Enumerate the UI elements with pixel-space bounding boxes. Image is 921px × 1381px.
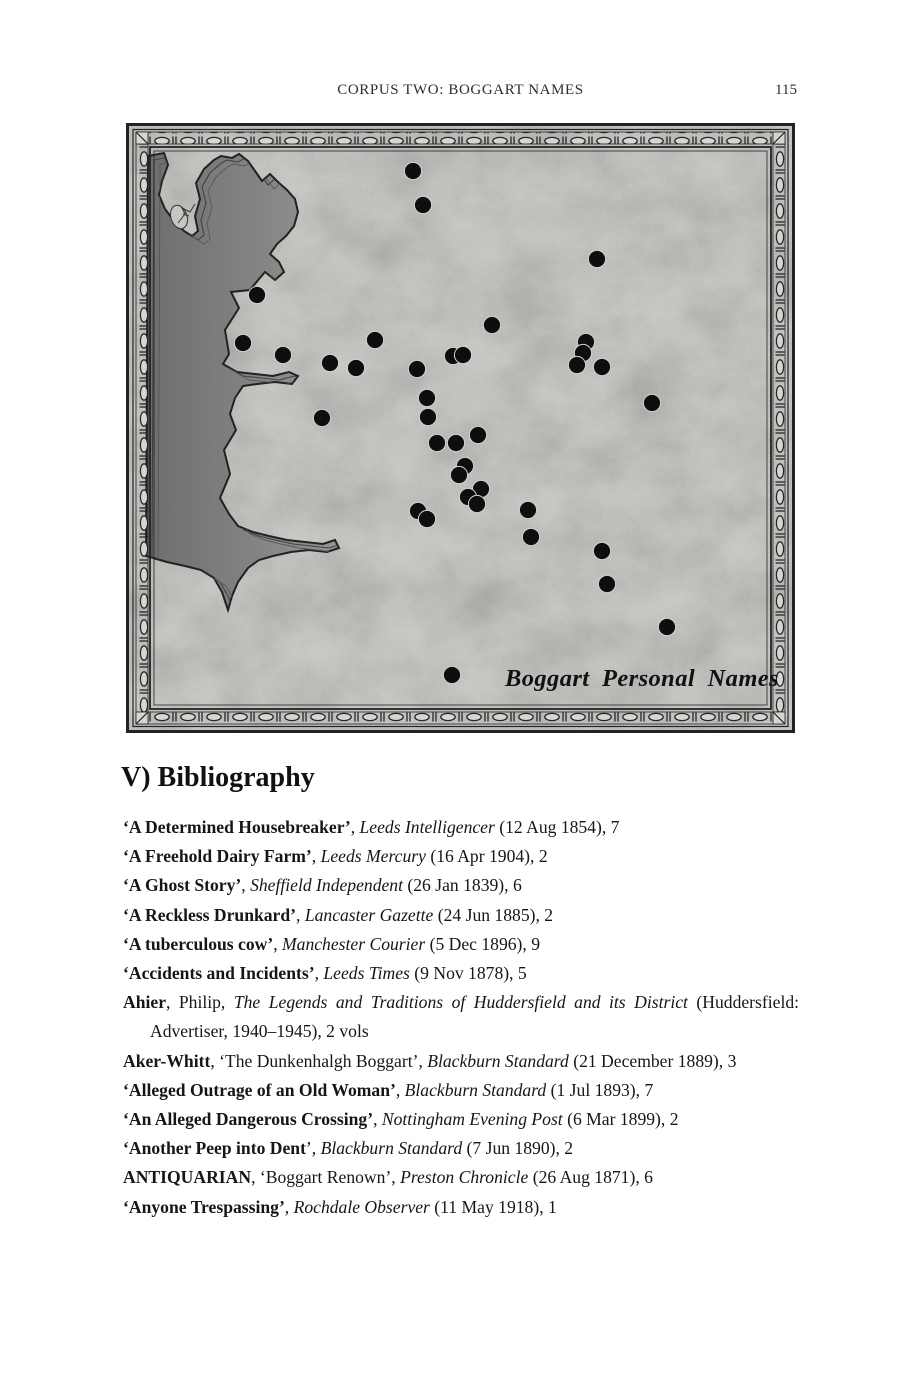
source-title: Rochdale Observer	[293, 1196, 430, 1217]
bibliography-entry	[123, 988, 799, 1046]
bibliography-entry	[123, 1076, 799, 1105]
entry-text: ’,	[305, 1138, 321, 1159]
entry-text: (1 Jul 1893), 7	[546, 1079, 654, 1100]
map-dot	[468, 495, 485, 512]
map-label: Boggart Personal Names	[505, 665, 779, 692]
parchment-grain-texture	[126, 123, 795, 733]
bibliography-entry	[123, 1193, 799, 1222]
source-title: Sheffield Independent	[250, 875, 403, 896]
source-title: Lancaster Gazette	[304, 904, 434, 925]
map-dot	[347, 359, 364, 376]
map-dot	[321, 354, 338, 371]
entry-headword: ‘A Reckless Drunkard’	[123, 904, 297, 925]
bibliography-entry	[123, 813, 799, 842]
entry-text: ,	[273, 933, 282, 954]
map-dot	[450, 466, 467, 483]
entry-headword: ‘A Ghost Story’	[123, 875, 242, 896]
map-dot	[598, 575, 615, 592]
map-dot	[404, 162, 421, 179]
source-title: Manchester Courier	[282, 933, 426, 954]
map-dot	[519, 501, 536, 518]
entry-headword: Aker-Whitt	[123, 1050, 211, 1071]
entry-headword: ‘A Freehold Dairy Farm’	[123, 846, 312, 867]
map-dot	[274, 346, 291, 363]
map-dot	[593, 358, 610, 375]
bibliography-entry	[123, 1047, 799, 1076]
boggart-map-figure	[126, 123, 795, 733]
map-dot	[418, 389, 435, 406]
entry-text: (Huddersfield: Advertiser, 1940–1945), 2 vols	[150, 992, 800, 1042]
source-title: Preston Chronicle	[400, 1167, 529, 1188]
bibliography-entry	[123, 871, 799, 900]
source-title: Leeds Mercury	[320, 846, 426, 867]
entry-headword: Ahier	[123, 992, 166, 1013]
running-header-title: CORPUS TWO: BOGGART NAMES	[337, 82, 584, 98]
source-title: Blackburn Standard	[404, 1079, 547, 1100]
map-dot	[643, 394, 660, 411]
entry-text: (26 Jan 1839), 6	[403, 875, 522, 896]
bibliography-entry	[123, 1134, 799, 1163]
source-title: Blackburn Standard	[320, 1138, 463, 1159]
entry-headword: ‘A tuberculous cow’	[123, 933, 274, 954]
entry-headword: ‘Anyone Trespassing’	[123, 1196, 285, 1217]
entry-text: (12 Aug 1854), 7	[494, 817, 620, 837]
map-dot	[234, 334, 251, 351]
source-title: The Legends and Traditions of Huddersfield and its District	[233, 992, 688, 1013]
map-dot	[418, 510, 435, 527]
entry-headword: ‘Alleged Outrage of an Old Woman’	[123, 1079, 396, 1100]
entry-text: , Philip,	[166, 992, 234, 1013]
entry-text: (11 May 1918), 1	[429, 1196, 557, 1217]
entry-text: ,	[284, 1196, 294, 1217]
entry-text: (26 Aug 1871), 6	[528, 1167, 653, 1188]
entry-headword: ANTIQUARIAN	[123, 1167, 252, 1188]
map-dot	[428, 434, 445, 451]
entry-text: ,	[395, 1079, 405, 1100]
entry-text: ,	[241, 875, 251, 896]
map-dot	[366, 331, 383, 348]
entry-headword: ‘Another Peep into Dent	[123, 1138, 306, 1159]
map-dot	[408, 360, 425, 377]
entry-text: (9 Nov 1878), 5	[409, 963, 527, 984]
bibliography-entry	[123, 842, 799, 871]
map-dot	[313, 409, 330, 426]
bibliography-entry	[123, 959, 799, 988]
entry-text: ,	[350, 817, 360, 837]
map-dot	[419, 408, 436, 425]
map-dot	[469, 426, 486, 443]
map-dot	[454, 346, 471, 363]
source-title: Leeds Times	[323, 963, 410, 984]
page-number: 115	[775, 82, 797, 98]
entry-text: ,	[314, 963, 324, 984]
map-dot	[443, 666, 460, 683]
map-dot	[568, 356, 585, 373]
bibliography-entry	[123, 901, 799, 930]
entry-text: (7 Jun 1890), 2	[462, 1138, 574, 1159]
entry-text: (6 Mar 1899), 2	[562, 1109, 679, 1130]
bibliography-list	[123, 813, 799, 1222]
entry-text: (24 Jun 1885), 2	[433, 904, 554, 925]
entry-text: (21 December 1889), 3	[568, 1050, 737, 1071]
map-dot	[483, 316, 500, 333]
entry-text: , ‘Boggart Renown’,	[251, 1167, 401, 1188]
entry-headword: ‘Accidents and Incidents’	[123, 963, 315, 984]
bibliography-entry	[123, 1105, 799, 1134]
source-title: Leeds Intelligencer	[359, 817, 495, 837]
map-dot	[522, 528, 539, 545]
bibliography-entry	[123, 1163, 799, 1192]
source-title: Nottingham Evening Post	[381, 1109, 563, 1130]
map-dot	[588, 250, 605, 267]
bibliography-entry	[123, 930, 799, 959]
entry-headword: ‘An Alleged Dangerous Crossing’	[123, 1109, 374, 1130]
entry-text: ,	[373, 1109, 382, 1130]
entry-text: (16 Apr 1904), 2	[425, 846, 548, 867]
map-dot	[414, 196, 431, 213]
entry-text: (5 Dec 1896), 9	[425, 933, 541, 954]
entry-headword: ‘A Determined Housebreaker’	[123, 817, 351, 837]
entry-text: ,	[296, 904, 305, 925]
source-title: Blackburn Standard	[427, 1050, 569, 1071]
map-dot	[248, 286, 265, 303]
map-dot	[658, 618, 675, 635]
bibliography-section-title: V) Bibliography	[121, 762, 315, 793]
map-dot	[593, 542, 610, 559]
entry-text: , ‘The Dunkenhalgh Boggart’,	[210, 1050, 428, 1071]
map-dot	[447, 434, 464, 451]
entry-text: ,	[311, 846, 321, 867]
